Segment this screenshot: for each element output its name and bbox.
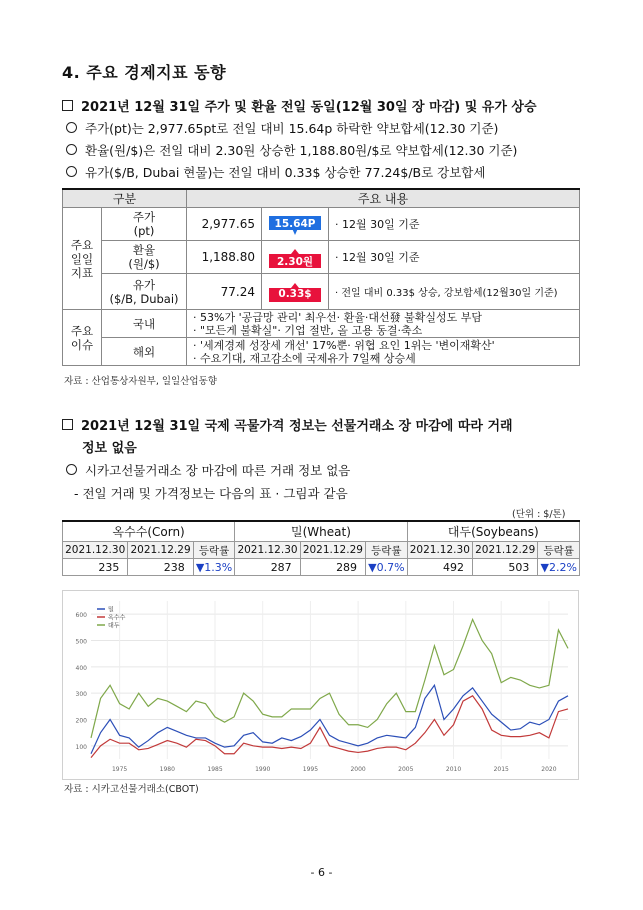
subheader-prev: 2021.12.29	[473, 542, 538, 559]
stock-note: · 12월 30일 기준	[329, 208, 580, 241]
y-tick-label: 400	[75, 664, 87, 672]
wheat-cur: 287	[235, 559, 300, 576]
x-tick-label: 2015	[493, 766, 509, 773]
section2-heading-line2: 정보 없음	[82, 441, 137, 456]
fx-change-cell	[262, 241, 329, 274]
checkbox-square-icon	[62, 419, 73, 430]
section1-bullet-fx	[66, 141, 517, 159]
series-line-2	[91, 619, 568, 738]
y-tick-label: 500	[75, 638, 87, 646]
x-tick-label: 1985	[207, 766, 223, 773]
x-tick-label: 2010	[445, 766, 462, 773]
subheader-prev: 2021.12.29	[128, 542, 193, 559]
bullet-text: 주가(pt)는 2,977.65pt로 전일 대비 15.64p 하락한 약보합세(12.30 기준)	[85, 121, 499, 136]
x-tick-label: 2020	[541, 766, 557, 773]
group-corn: 옥수수(Corn)	[63, 521, 235, 542]
section2-sub: - 전일 거래 및 가격정보는 다음의 표 · 그림과 같음	[74, 486, 348, 501]
x-tick-label: 1990	[255, 766, 271, 773]
issue-line: · "모든게 불확실"· 기업 절반, 올 고용 동결·축소	[193, 323, 423, 337]
section1-source: 자료 : 산업통상자원부, 일일산업동향	[64, 376, 217, 387]
section1-bullet-stock	[66, 119, 498, 137]
group-issues: 주요 이슈	[63, 310, 102, 366]
bullet-text: 시카고선물거래소 장 마감에 따른 거래 정보 없음	[85, 463, 351, 478]
series-line-1	[91, 696, 568, 758]
x-tick-label: 1980	[159, 766, 175, 773]
circle-bullet-icon	[66, 166, 77, 177]
y-tick-label: 600	[75, 612, 87, 620]
down-arrow-icon	[265, 216, 325, 233]
y-tick-label: 200	[75, 717, 87, 725]
group-wheat: 밀(Wheat)	[235, 521, 407, 542]
subheader-chg: 등락률	[193, 542, 235, 559]
subheader-prev: 2021.12.29	[300, 542, 365, 559]
oil-change-cell	[262, 274, 329, 310]
subheader-cur: 2021.12.30	[235, 542, 300, 559]
oil-note: · 전일 대비 0.33$ 상승, 강보합세(12월30일 기준)	[329, 274, 580, 310]
legend-label: 대두	[108, 622, 120, 630]
wheat-prev: 289	[300, 559, 365, 576]
section2-source: 자료 : 시카고선물거래소(CBOT)	[64, 784, 199, 795]
x-tick-label: 2005	[398, 766, 414, 773]
y-tick-label: 100	[75, 743, 87, 751]
issue-line: · '세계경제 성장세 개선' 17%뿐· 위협 요인 1위는 '변이재확산'	[193, 338, 495, 352]
chart-svg	[63, 591, 578, 779]
wheat-chg: ▼0.7%	[366, 559, 408, 576]
stock-value: 2,977.65	[187, 208, 262, 241]
section2-heading-text: 2021년 12월 31일 국제 곡물가격 정보는 선물거래소 장 마감에 따라 거래	[81, 419, 513, 434]
issue-domestic-text	[187, 310, 580, 338]
bullet-text: 환율(원/$)은 전일 대비 2.30원 상승한 1,188.80원/$로 약보합세(12.30 기준)	[85, 143, 518, 158]
group-soybeans: 대두(Soybeans)	[407, 521, 579, 542]
corn-chg: ▼1.3%	[193, 559, 235, 576]
stock-change: 15.64P	[274, 217, 316, 230]
section1-heading-text: 2021년 12월 31일 주가 및 환율 전일 동일(12월 30일 장 마감) 및 유가 상승	[81, 100, 537, 115]
header-category: 구분	[63, 189, 187, 208]
fx-note: · 12월 30일 기준	[329, 241, 580, 274]
issue-overseas-text	[187, 338, 580, 366]
section2-heading	[62, 415, 513, 434]
circle-bullet-icon	[66, 144, 77, 155]
issue-line: · 53%가 '공급망 관리' 최우선· 환율·대선發 불확실성도 부담	[193, 310, 482, 324]
section2-bullet	[66, 461, 350, 479]
unit-label: (단위 : $/톤)	[512, 509, 566, 520]
group-daily-indicators: 주요 일일 지표	[63, 208, 102, 310]
subheader-cur: 2021.12.30	[407, 542, 472, 559]
fx-value: 1,188.80	[187, 241, 262, 274]
up-arrow-icon	[265, 249, 325, 266]
header-content: 주요 내용	[187, 189, 580, 208]
grain-price-table	[62, 520, 580, 576]
issue-line: · 수요기대, 재고감소에 국제유가 7일째 상승세	[193, 351, 416, 365]
bullet-text: 유가($/B, Dubai 현물)는 전일 대비 0.33$ 상승한 77.24$/B로 강보합세	[85, 165, 486, 180]
circle-bullet-icon	[66, 464, 77, 475]
corn-prev: 238	[128, 559, 193, 576]
page-title: 4. 주요 경제지표 동향	[62, 63, 227, 82]
legend-label: 밀	[108, 606, 114, 614]
section1-heading	[62, 96, 537, 115]
row-name-stock: 주가 (pt)	[102, 208, 187, 241]
fx-change: 2.30원	[276, 255, 314, 268]
soy-chg: ▼2.2%	[538, 559, 580, 576]
subheader-chg: 등락률	[538, 542, 580, 559]
x-tick-label: 1995	[302, 766, 319, 773]
checkbox-square-icon	[62, 100, 73, 111]
issue-domestic-label: 국내	[102, 310, 187, 338]
oil-value: 77.24	[187, 274, 262, 310]
up-arrow-icon	[265, 283, 325, 300]
legend-label: 옥수수	[108, 614, 126, 622]
grain-price-chart	[62, 590, 579, 780]
soy-cur: 492	[407, 559, 472, 576]
soy-prev: 503	[473, 559, 538, 576]
stock-change-cell	[262, 208, 329, 241]
indicator-table	[62, 188, 580, 366]
section1-bullet-oil	[66, 163, 485, 181]
corn-cur: 235	[63, 559, 128, 576]
x-tick-label: 1975	[111, 766, 128, 773]
subheader-cur: 2021.12.30	[63, 542, 128, 559]
issue-overseas-label: 해외	[102, 338, 187, 366]
subheader-chg: 등락률	[366, 542, 408, 559]
x-tick-label: 2000	[350, 766, 366, 773]
row-name-fx: 환율 (원/$)	[102, 241, 187, 274]
y-tick-label: 300	[75, 691, 87, 699]
row-name-oil: 유가 ($/B, Dubai)	[102, 274, 187, 310]
circle-bullet-icon	[66, 122, 77, 133]
oil-change: 0.33$	[278, 288, 312, 300]
page-number: - 6 -	[310, 866, 333, 879]
